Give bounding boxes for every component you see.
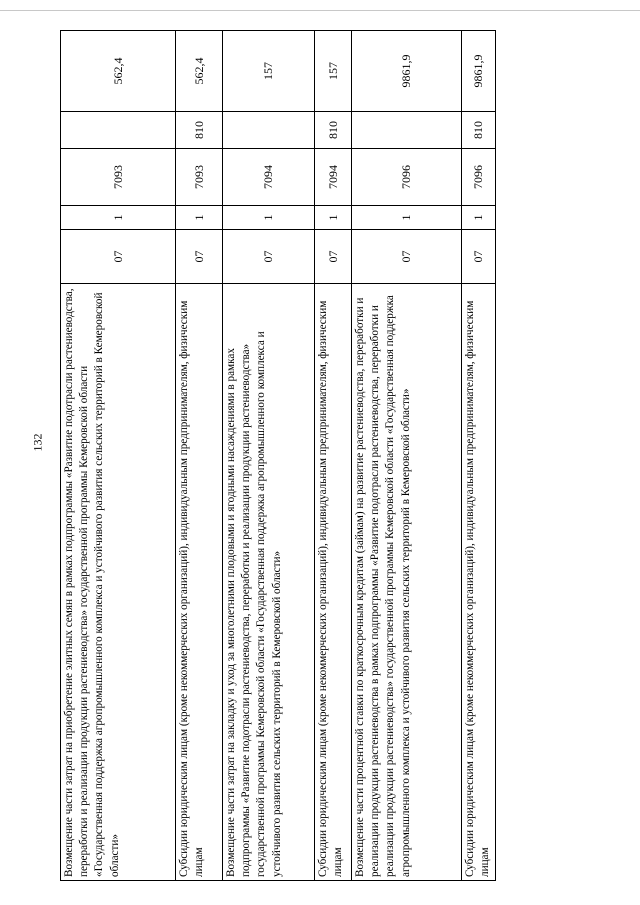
subsection-code: 1 (462, 206, 496, 230)
section-code: 07 (462, 230, 496, 284)
expense-type-code (352, 112, 462, 149)
amount: 157 (315, 31, 352, 112)
target-article-code: 7096 (462, 149, 496, 206)
row-description: Субсидии юридическим лицам (кроме некоммерческих организаций), индивидуальным предпринимателям, физическим лицам (462, 284, 496, 881)
amount: 562,4 (61, 31, 176, 112)
expense-type-code (61, 112, 176, 149)
amount: 157 (223, 31, 315, 112)
row-description: Возмещение части затрат на приобретение элитных семян в рамках подпрограммы «Развитие подотрасли растениеводства, переработки и реализации продукции растениеводства» государственной программы Кемеровской области «Государственная поддержка агропромышленного комплекса и устойчивого развития сельских территорий в Кемеровской области» (61, 284, 176, 881)
expense-type-code: 810 (176, 112, 223, 149)
target-article-code: 7094 (315, 149, 352, 206)
target-article-code: 7094 (223, 149, 315, 206)
row-description: Возмещение части процентной ставки по краткосрочным кредитам (займам) на развитие растениеводства, переработки и реализации продукции растениеводства в рамках подпрограммы «Развитие подотрасли растениеводства, переработки и реализации продукции растениеводства» государственной программы Кемеровской области «Государственная поддержка агропромышленного комплекса и устойчивого развития сельских территорий в Кемеровской области» (352, 284, 462, 881)
subsection-code: 1 (315, 206, 352, 230)
subsection-code: 1 (61, 206, 176, 230)
section-code: 07 (223, 230, 315, 284)
budget-table (60, 30, 496, 881)
target-article-code: 7093 (176, 149, 223, 206)
page-number: 132 (30, 433, 45, 452)
section-code: 07 (61, 230, 176, 284)
table-row (223, 31, 315, 881)
table-row (176, 31, 223, 881)
target-article-code: 7093 (61, 149, 176, 206)
expense-type-code: 810 (315, 112, 352, 149)
rotated-page-content (60, 31, 492, 881)
table-row (352, 31, 462, 881)
table-row (315, 31, 352, 881)
table-row (462, 31, 496, 881)
section-code: 07 (176, 230, 223, 284)
amount: 9861,9 (462, 31, 496, 112)
row-description: Возмещение части затрат на закладку и уход за многолетними плодовыми и ягодными насаждениями в рамках подпрограммы «Развитие подотрасли растениеводства, переработки и реализации продукции растениеводства» государственной программы Кемеровской области «Государственная поддержка агропромышленного комплекса и устойчивого развития сельских территорий в Кемеровской области» (223, 284, 315, 881)
amount: 562,4 (176, 31, 223, 112)
top-scan-rule (0, 10, 640, 11)
amount: 9861,9 (352, 31, 462, 112)
subsection-code: 1 (176, 206, 223, 230)
row-description: Субсидии юридическим лицам (кроме некоммерческих организаций), индивидуальным предпринимателям, физическим лицам (176, 284, 223, 881)
expense-type-code (223, 112, 315, 149)
expense-type-code: 810 (462, 112, 496, 149)
section-code: 07 (352, 230, 462, 284)
section-code: 07 (315, 230, 352, 284)
row-description: Субсидии юридическим лицам (кроме некоммерческих организаций), индивидуальным предпринимателям, физическим лицам (315, 284, 352, 881)
subsection-code: 1 (352, 206, 462, 230)
subsection-code: 1 (223, 206, 315, 230)
target-article-code: 7096 (352, 149, 462, 206)
table-row (61, 31, 176, 881)
